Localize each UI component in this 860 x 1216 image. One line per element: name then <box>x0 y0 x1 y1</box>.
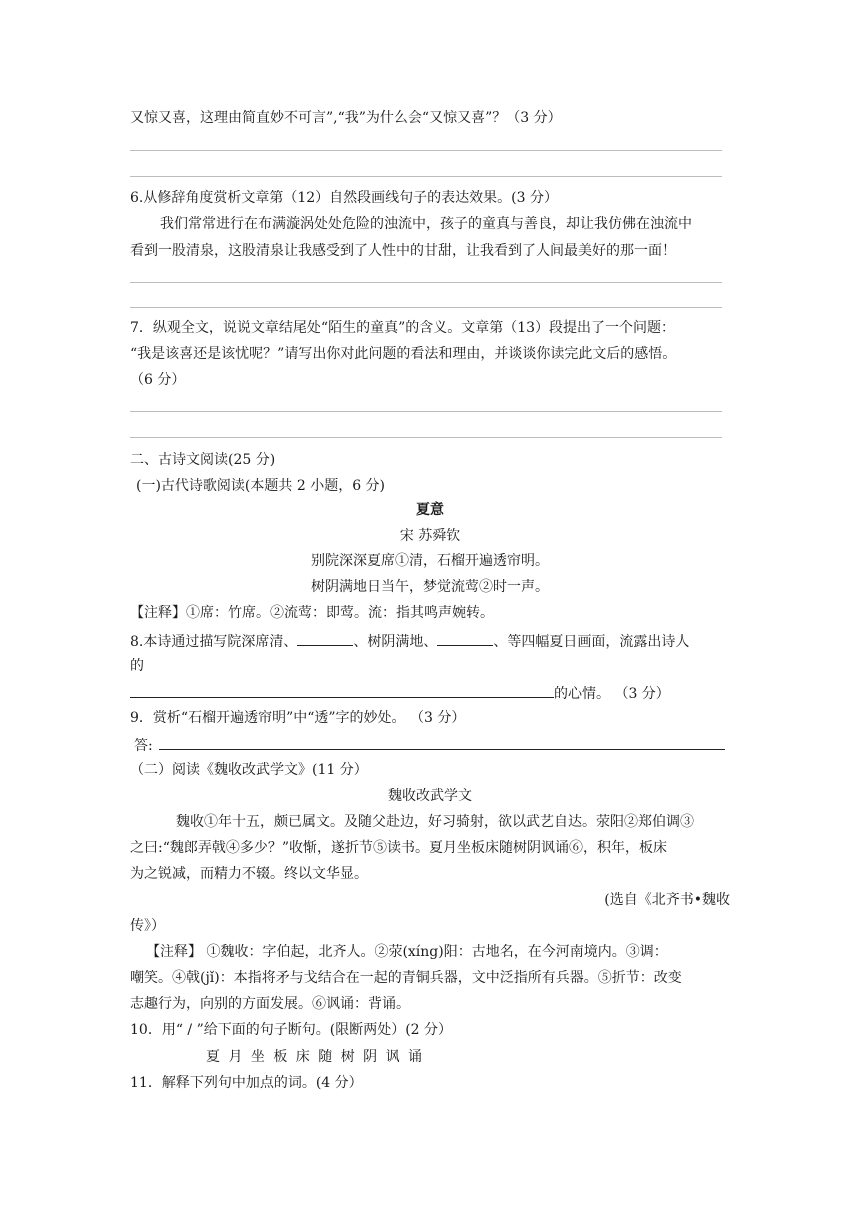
q9-answer-blank[interactable] <box>159 734 725 750</box>
q10-sentence: 夏 月 坐 板 床 随 树 阴 讽 诵 <box>206 1049 423 1065</box>
q8-part-b: 、树阴满地、 <box>353 634 438 650</box>
poem-line-2: 树阴满地日当午，梦觉流莺②时一声。 <box>311 579 549 595</box>
q5-tail-text: 又惊又喜，这理由简直妙不可言”,“我”为什么会“又惊又喜”？（3 分） <box>130 110 562 126</box>
answer-line <box>130 150 722 151</box>
text-2-line-2: 之曰:“魏郎弄戟④多少？”收惭，遂折节⑤读书。夏月坐板床随树阴讽诵⑥，积年，板床 <box>130 840 668 856</box>
poem-title: 夏意 <box>416 502 444 518</box>
q8-line-3-tail: 的心情。 （3 分） <box>554 686 670 702</box>
answer-line <box>130 282 722 283</box>
q6-passage-line-2: 看到一股清泉，这股清泉让我感受到了人性中的甘甜，让我看到了人间最美好的那一面！ <box>130 243 676 259</box>
q8-blank-3[interactable] <box>130 682 554 698</box>
poem-line-1: 别院深深夏席①清，石榴开遍透帘明。 <box>311 553 549 569</box>
q7-line-1: 7．纵观全文，说说文章结尾处“陌生的童真”的含义。文章第（13）段提出了一个问题： <box>130 320 676 336</box>
poem-author: 宋 苏舜钦 <box>399 528 461 544</box>
answer-line <box>130 307 722 308</box>
q8-line-3 <box>130 682 670 704</box>
q9-prompt: 9．赏析“石榴开遍透帘明”中“透”字的妙处。 （3 分） <box>130 710 466 726</box>
text-2-source-2: 传》） <box>130 918 165 934</box>
q9-answer-label: 答: <box>134 738 153 754</box>
q8-line-2: 的 <box>130 658 144 674</box>
q10-prompt: 10．用“ / ”给下面的句子断句。(限断两处）(2 分） <box>130 1022 453 1038</box>
section-2-title: 二、古诗文阅读(25 分) <box>130 452 276 468</box>
q6-passage-line-1: 我们常常进行在布满漩涡处处危险的浊流中，孩子的童真与善良，却让我仿佛在浊流中 <box>160 216 692 232</box>
text-2-line-3: 为之锐减，而精力不辍。终以文华显。 <box>130 866 368 882</box>
q7-line-3: （6 分） <box>130 372 186 388</box>
poem-note: 【注释】①席：竹席。②流莺：即莺。流：指其鸣声婉转。 <box>130 605 494 621</box>
notes-2-line-2: 嘲笑。④戟(jǐ)：本指将矛与戈结合在一起的青铜兵器，文中泛指所有兵器。⑤折节：改变 <box>130 970 682 986</box>
answer-line <box>130 176 722 177</box>
text-2-source-1: (选自《北齐书•魏收 <box>604 892 730 908</box>
q7-line-2: “我是该喜还是该忧呢？”请写出你对此问题的看法和理由，并谈谈你读完此文后的感悟。 <box>130 346 677 362</box>
q6-prompt: 6.从修辞角度赏析文章第（12）自然段画线句子的表达效果。(3 分） <box>130 190 558 206</box>
answer-line <box>130 411 722 412</box>
text-2-title: 魏收改武学文 <box>388 788 472 804</box>
q8-blank-2[interactable] <box>437 630 493 646</box>
q8-line-1 <box>130 630 689 652</box>
section-2-sub-1: (一)古代诗歌阅读(本题共 2 小题，6 分) <box>136 478 386 494</box>
q11-prompt: 11．解释下列句中加点的词。(4 分） <box>130 1075 363 1091</box>
q9-answer-line <box>134 734 725 756</box>
q8-part-c: 、等四幅夏日画面，流露出诗人 <box>493 634 690 650</box>
answer-line <box>130 437 722 438</box>
notes-2-line-1: 【注释】 ①魏收：字伯起，北齐人。②荥(xíng)阳：古地名，在今河南境内。③调： <box>146 944 668 960</box>
section-2-sub-2: （二）阅读《魏收改武学文》(11 分） <box>130 762 368 778</box>
q8-blank-1[interactable] <box>297 630 353 646</box>
text-2-line-1: 魏收①年十五，颇已属文。及随父赴边，好习骑射，欲以武艺自达。荥阳②郑伯调③ <box>176 814 694 830</box>
q8-part-a: 8.本诗通过描写院深席清、 <box>130 634 298 650</box>
notes-2-line-3: 志趣行为，向别的方面发展。⑥讽诵：背诵。 <box>130 996 410 1012</box>
